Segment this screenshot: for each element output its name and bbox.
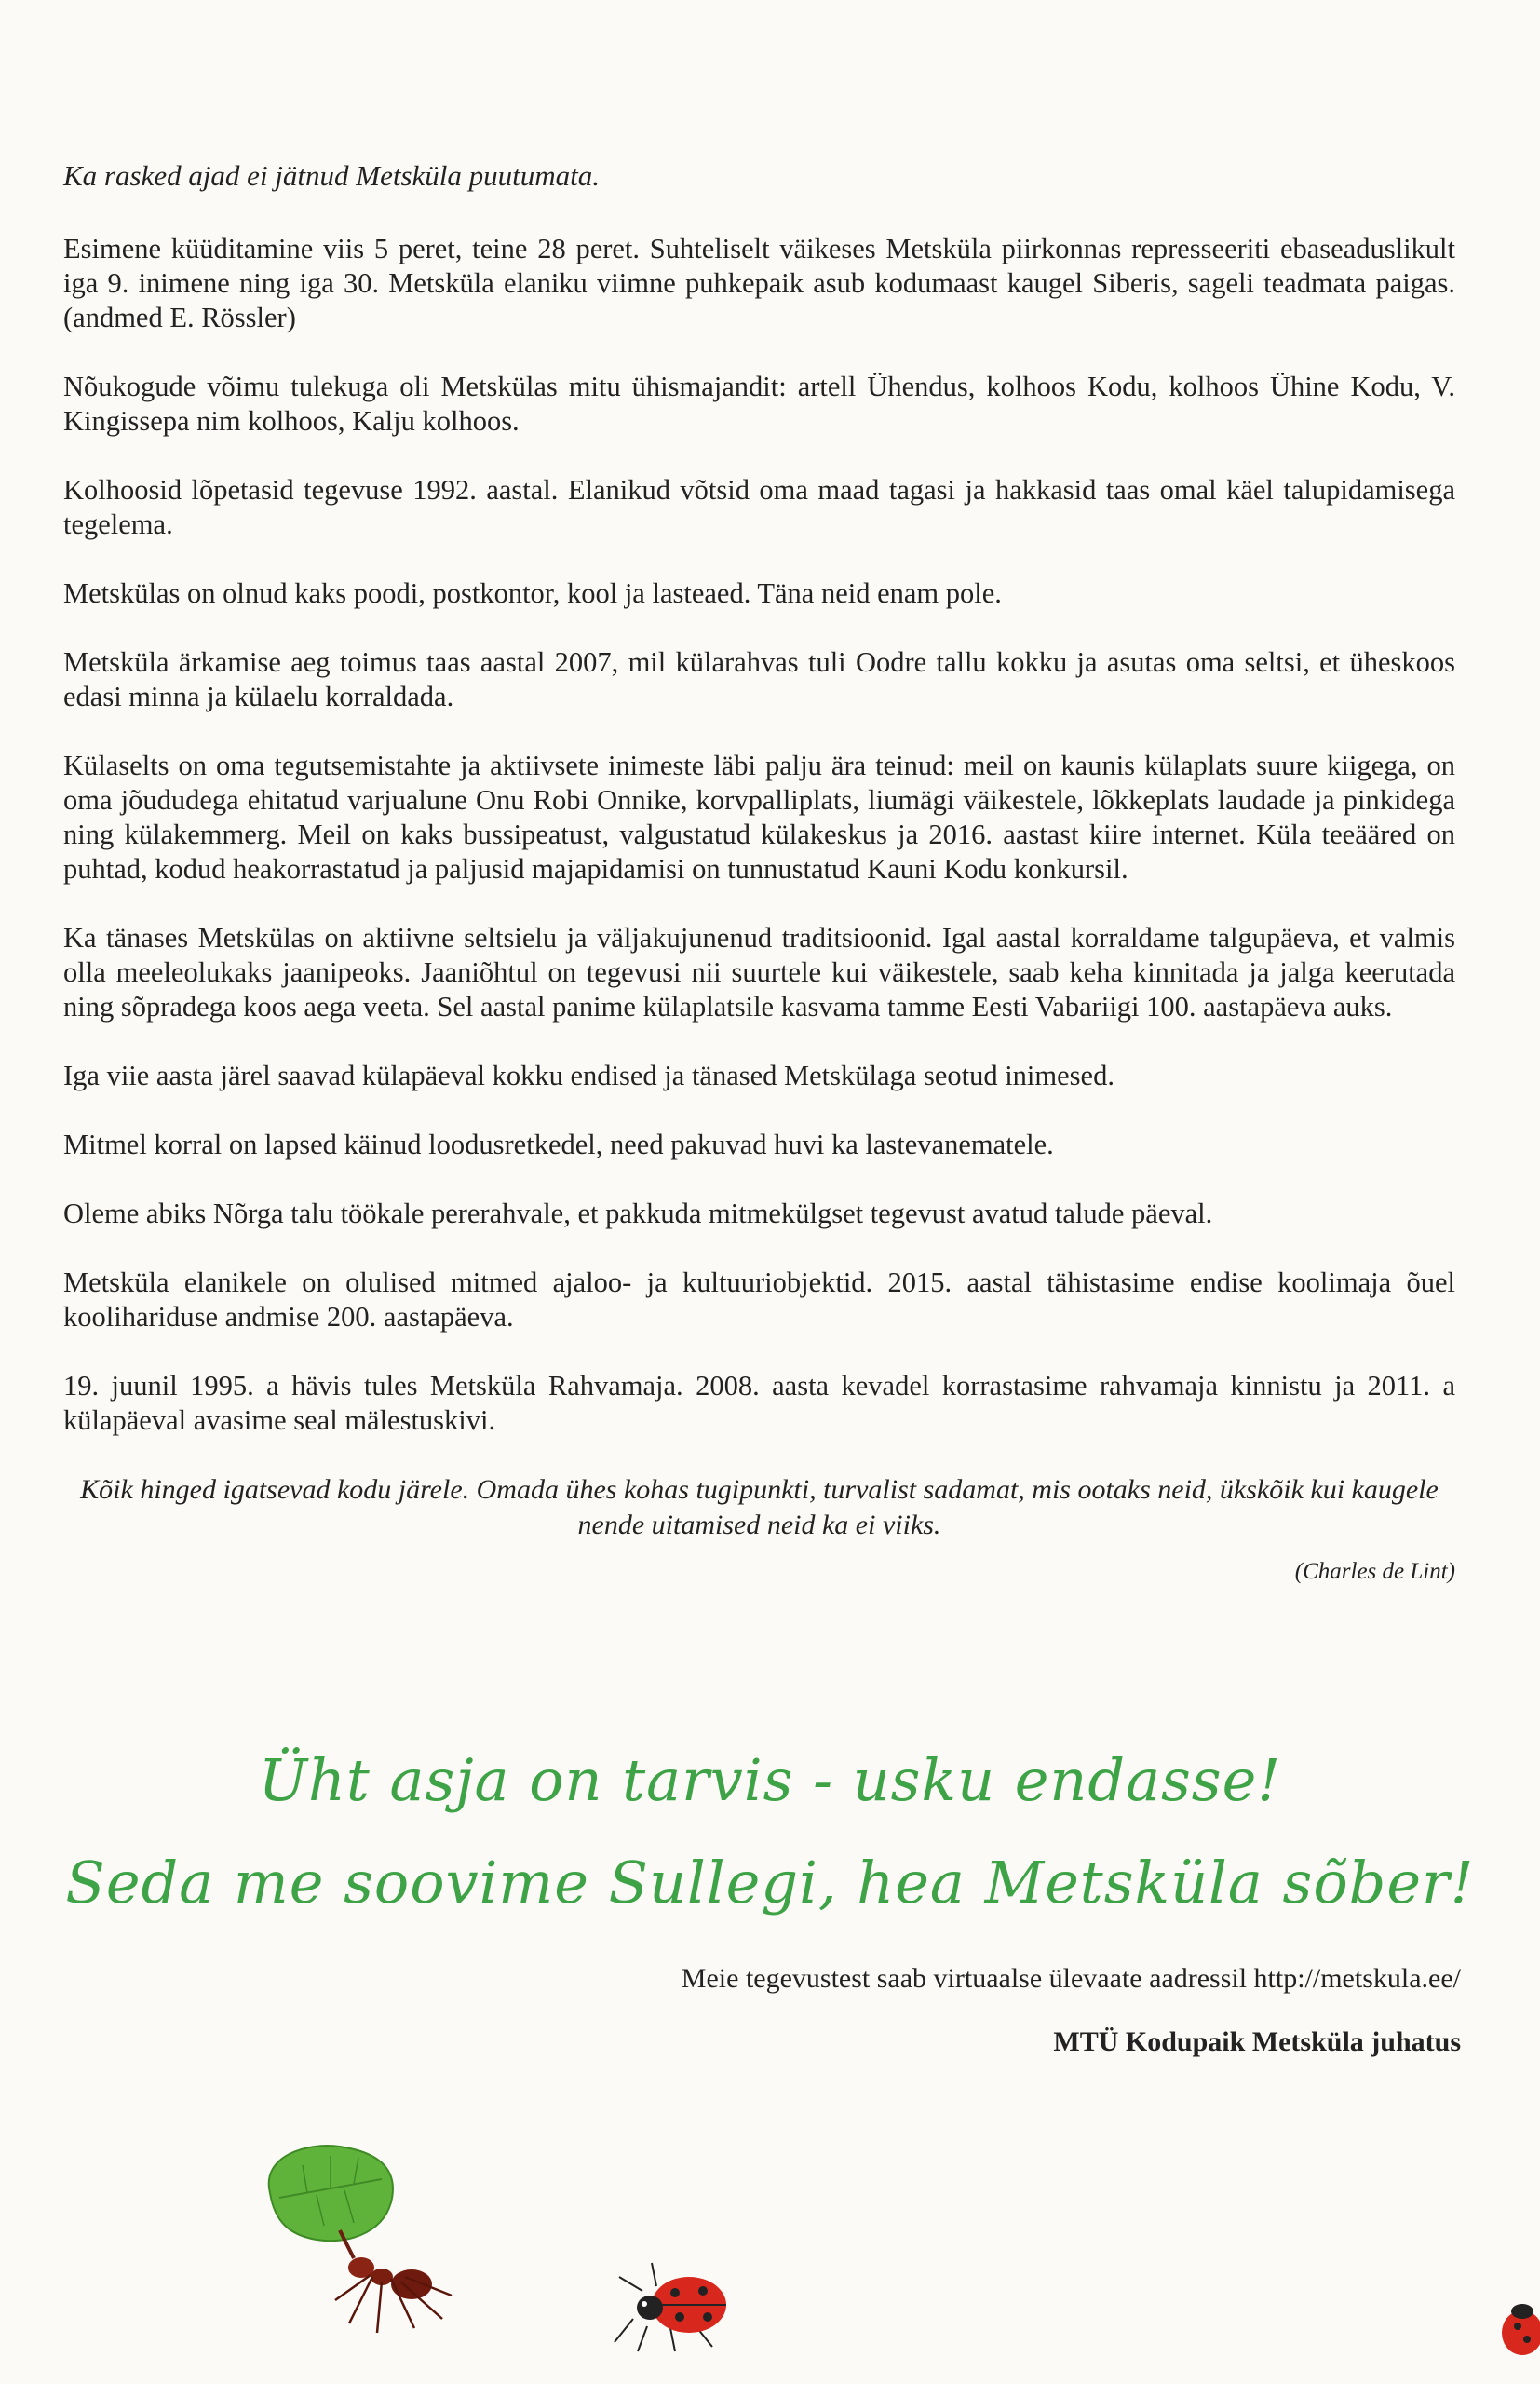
- paragraph-8: Iga viie aasta järel saavad külapäeval kokku endised ja tänased Metskülaga seotud inimesed.: [63, 1060, 1114, 1091]
- body-text: [63, 158, 1455, 1589]
- ladybug-icon: [1494, 2300, 1540, 2365]
- slogan-line-2: Seda me soovime Sullegi, hea Metsküla sõber!: [65, 1849, 1475, 1917]
- paragraph-10: Oleme abiks Nõrga talu töökale pererahvale, et pakkuda mitmekülgset tegevust avatud talude päeval.: [63, 1198, 1213, 1229]
- quote-text: Kõik hinged igatsevad kodu järele. Omada ühes kohas tugipunkti, turvalist sadamat, mis ootaks neid, ükskõik kui kaugele nende uitamised neid ka ei viiks.: [80, 1474, 1439, 1540]
- slogan-line-1: Üht asja on tarvis - usku endasse!: [258, 1746, 1282, 1814]
- paragraph-12: 19. juunil 1995. a hävis tules Metsküla Rahvamaja. 2008. aasta kevadel korrastasime rahvamaja kinnistu ja 2011. a külapäeval avasime seal mälestuskivi.: [63, 1370, 1455, 1436]
- quote-source: (Charles de Lint): [1294, 1559, 1455, 1584]
- paragraph-7: Ka tänases Metskülas on aktiivne seltsielu ja väljakujunenud traditsioonid. Igal aastal korraldame talgupäeva, et valmis olla meeleolukaks jaanipeoks. Jaaniõhtul on tegevusi nii suurtele kui väikestele, saab keha kinnitada ja jalga keerutada ning sõpradega koos aega veeta. Sel aastal panime külaplatsile kasvama tamme Eesti Vabariigi 100. aastapäeva auks.: [63, 922, 1455, 1023]
- ant-carrying-leaf-icon: [251, 2137, 493, 2351]
- section-heading: Ka rasked ajad ei jätnud Metsküla puutumata.: [63, 159, 601, 192]
- signature: MTÜ Kodupaik Metsküla juhatus: [1053, 2026, 1461, 2057]
- website-line: Meie tegevustest saab virtuaalse ülevaate aadressil http://metskula.ee/: [681, 1963, 1461, 1994]
- paragraph-5: Metsküla ärkamise aeg toimus taas aastal 2007, mil külarahvas tuli Oodre tallu kokku ja asutas oma seltsi, et üheskoos edasi minna ja külaelu korraldada.: [63, 646, 1455, 712]
- paragraph-11: Metsküla elanikele on olulised mitmed ajaloo- ja kultuuriobjektid. 2015. aastal tähistasime endise koolimaja õuel koolihariduse andmise 200. aastapäeva.: [63, 1266, 1455, 1333]
- paragraph-3: Kolhoosid lõpetasid tegevuse 1992. aastal. Elanikud võtsid oma maad tagasi ja hakkasid taas omal käel talupidamisega tegelema.: [63, 474, 1455, 540]
- paragraph-6: Külaselts on oma tegutsemistahte ja aktiivsete inimeste läbi palju ära teinud: meil on kaunis külaplats suure kiigega, on oma jõududega ehitatud varjualune Onu Robi Onnike, korvpalliplats, liumägi väikestele, lõkkeplats laudade ja pinkidega ning külakemmerg. Meil on kaks bussipeatust, valgustatud külakeskus ja 2016. aastast kiire internet. Küla teeääred on puhtad, kodud heakorrastatud ja paljusid majapidamisi on tunnustatud Kauni Kodu konkursil.: [63, 750, 1455, 885]
- paragraph-1: Esimene küüditamine viis 5 peret, teine 28 peret. Suhteliselt väikeses Metsküla piirkonnas represseeriti ebaseaduslikult iga 9. inimene ning iga 30. Metsküla elaniku viimne puhkepaik asub kodumaast kaugel Siberis, sageli teadmata paigas. (andmed E. Rössler): [63, 233, 1455, 333]
- paragraph-2: Nõukogude võimu tulekuga oli Metskülas mitu ühismajandit: artell Ühendus, kolhoos Kodu, kolhoos Ühine Kodu, V. Kingissepa nim kolhoos, Kalju kolhoos.: [63, 371, 1455, 437]
- ladybug-icon: [605, 2254, 745, 2356]
- paragraph-4: Metskülas on olnud kaks poodi, postkontor, kool ja lasteaed. Täna neid enam pole.: [63, 577, 1002, 609]
- paragraph-9: Mitmel korral on lapsed käinud loodusretkedel, need pakuvad huvi ka lastevanematele.: [63, 1129, 1054, 1160]
